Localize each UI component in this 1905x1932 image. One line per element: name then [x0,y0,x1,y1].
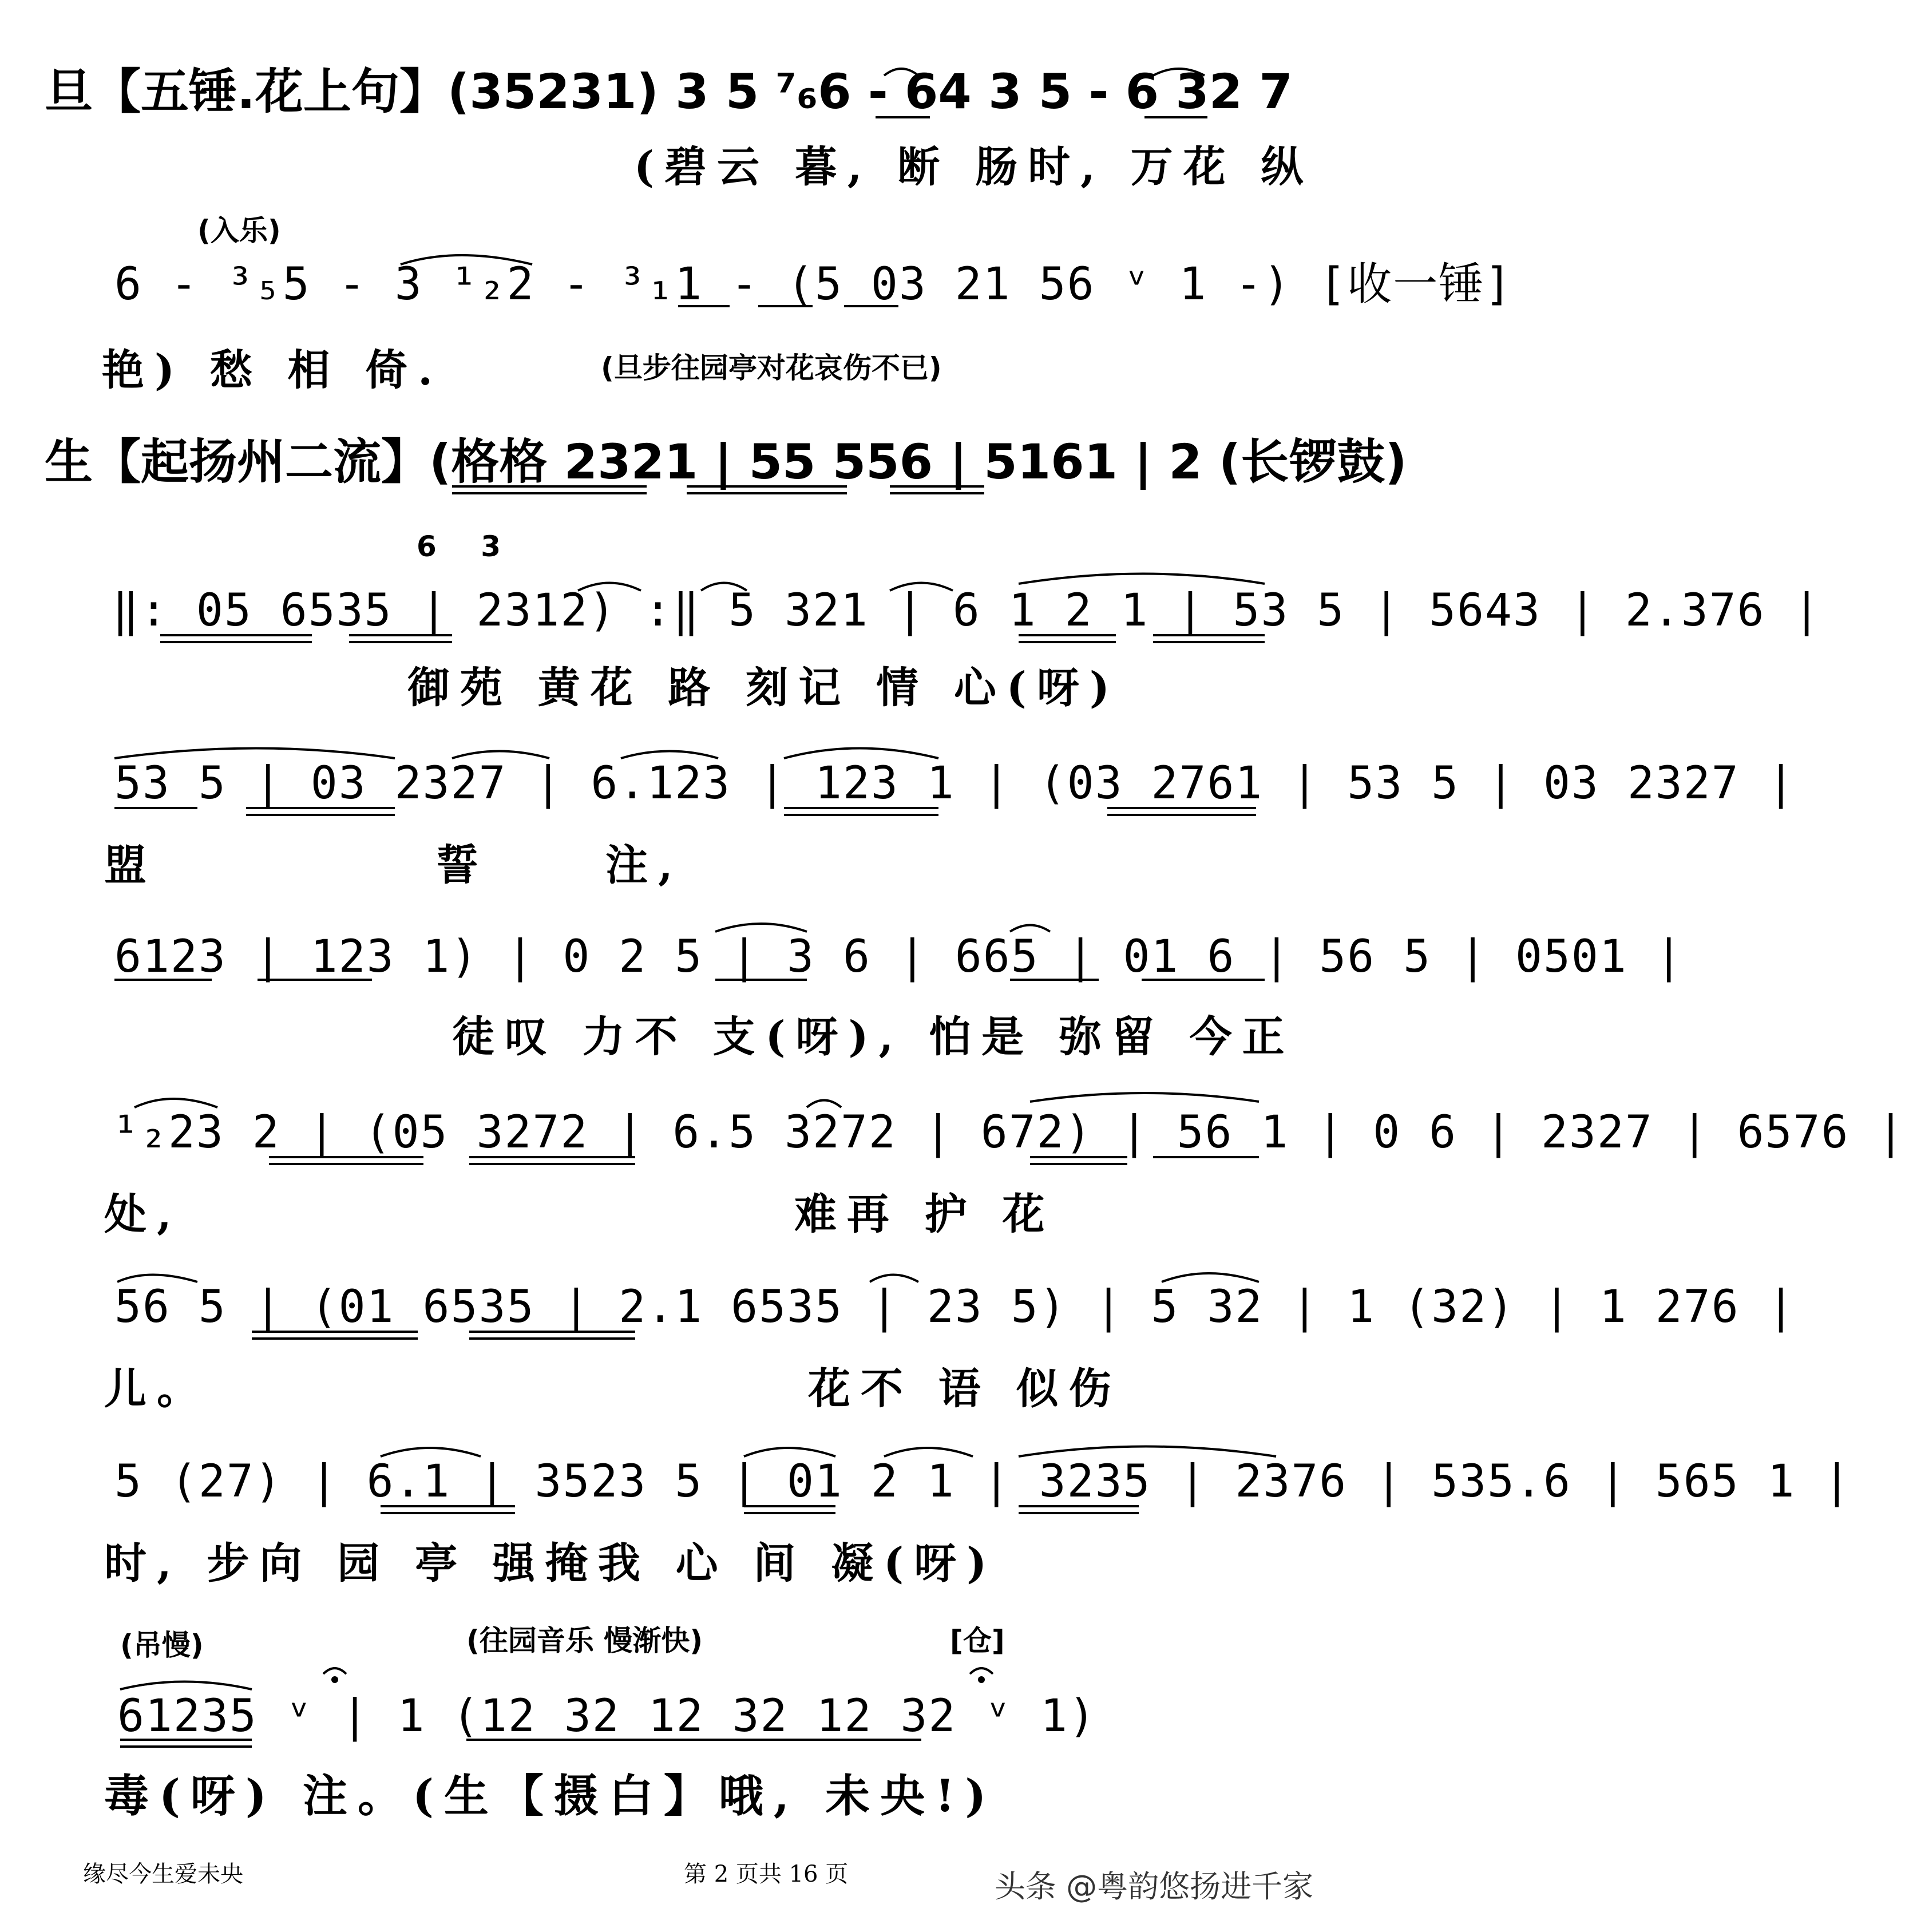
notation-line-3: ‖: 05 6535 | 2312) :‖ 5 321 | 6 1 2 1 | 53 5 | 5643 | 2.376 | [112,585,1821,636]
notation-line-6: ¹₂23 2 | (05 3272 | 6.5 3272 | 672) | 56 1 | 0 6 | 2327 | 6576 | [112,1107,1905,1158]
cue-enter-music: (入乐) [197,214,281,247]
notation-line-2: 6 - ³₅5 - 3 ¹₂2 - ³₁1 - (5 03 21 56 ᵛ 1 -) [收一锤] [114,259,1513,310]
lyric-line-4-meng: 盟 [104,841,157,890]
fermata-mark [970,1668,993,1674]
slur-mark [784,749,938,759]
lyric-line-3: 御苑 黄花 路 刻记 情 心(呀) [407,663,1120,712]
grace-notes: 6 3 [417,530,518,563]
section-header-dan: 旦【五锤.花上句】(35231) 3 5 ⁷₆6 - 64 3 5 - 6 32 7 [45,64,1293,120]
slur-mark [114,749,395,759]
fermata-dot [978,1676,985,1683]
slur-mark [381,1448,481,1456]
footer-title: 缘尽今生爱未央 [83,1861,243,1887]
cue-garden-music: (往园音乐 慢渐快) [466,1624,703,1657]
lyric-line-4-shi: 誓 [436,841,489,890]
slur-mark [1019,574,1265,584]
fermata-mark [323,1668,346,1674]
watermark-text: 头条 @粤韵悠扬进千家 [995,1868,1314,1905]
slur-mark [1019,1447,1276,1457]
slur-mark [1030,1093,1259,1102]
lyric-line-6-chu: 处, [104,1190,182,1239]
lyric-line-1: (碧云 暮, 断 肠时, 万花 纵 [634,142,1314,192]
lyric-line-8: 时, 步向 园 亭 强掩我 心 间 凝(呀) [104,1539,997,1588]
slur-mark [134,1099,217,1107]
notation-line-9-a: 61235 ᵛ | 1 [117,1690,426,1742]
lyric-line-5: 徒叹 力不 支(呀), 怕是 弥留 今正 [452,1012,1295,1062]
lyric-line-4-zhu: 注, [605,841,683,890]
notation-line-5: 6123 | 123 1) | 0 2 5 | 3 6 | 665 | 01 6 | 56 5 | 0501 | [114,931,1684,983]
stage-direction: (旦步往园亭对花哀伤不已) [601,351,942,385]
fermata-dot [331,1676,338,1683]
cue-gong: [仓] [950,1624,1005,1657]
notation-line-4: 53 5 | 03 2327 | 6.123 | 123 1 | (03 2761 | 53 5 | 03 2327 | [114,758,1796,809]
lyric-line-7-er: 儿。 [104,1364,209,1414]
section-header-sheng: 生【起扬州二流】(格格 2321 | 55 556 | 5161 | 2 (长锣鼓) [45,434,1407,490]
lyric-line-6-main: 难再 护 花 [794,1190,1055,1239]
notation-line-9-b: (12 32 12 32 12 32 ᵛ 1) [452,1690,1097,1742]
cue-slow: (吊慢) [120,1629,204,1662]
lyric-line-9: 毒(呀) 注。(生【摄白】哦, 未央!) [104,1770,997,1822]
slur-mark [884,1448,973,1456]
notation-line-8: 5 (27) | 6.1 | 3523 5 | 01 2 1 | 3235 | 2376 | 535.6 | 565 1 | [114,1456,1852,1507]
slur-mark [715,924,807,932]
notation-line-7: 56 5 | (01 6535 | 2.1 6535 | 23 5) | 5 32 | 1 (32) | 1 276 | [114,1281,1796,1333]
slur-mark [120,1682,252,1690]
slur-mark [744,1448,835,1456]
footer-page-number: 第 2 页共 16 页 [684,1861,849,1887]
lyric-line-2: 艳) 愁 相 倚. [102,346,443,395]
slur-mark [1162,1273,1259,1282]
lyric-line-7-main: 花不 语 似伤 [808,1364,1122,1414]
